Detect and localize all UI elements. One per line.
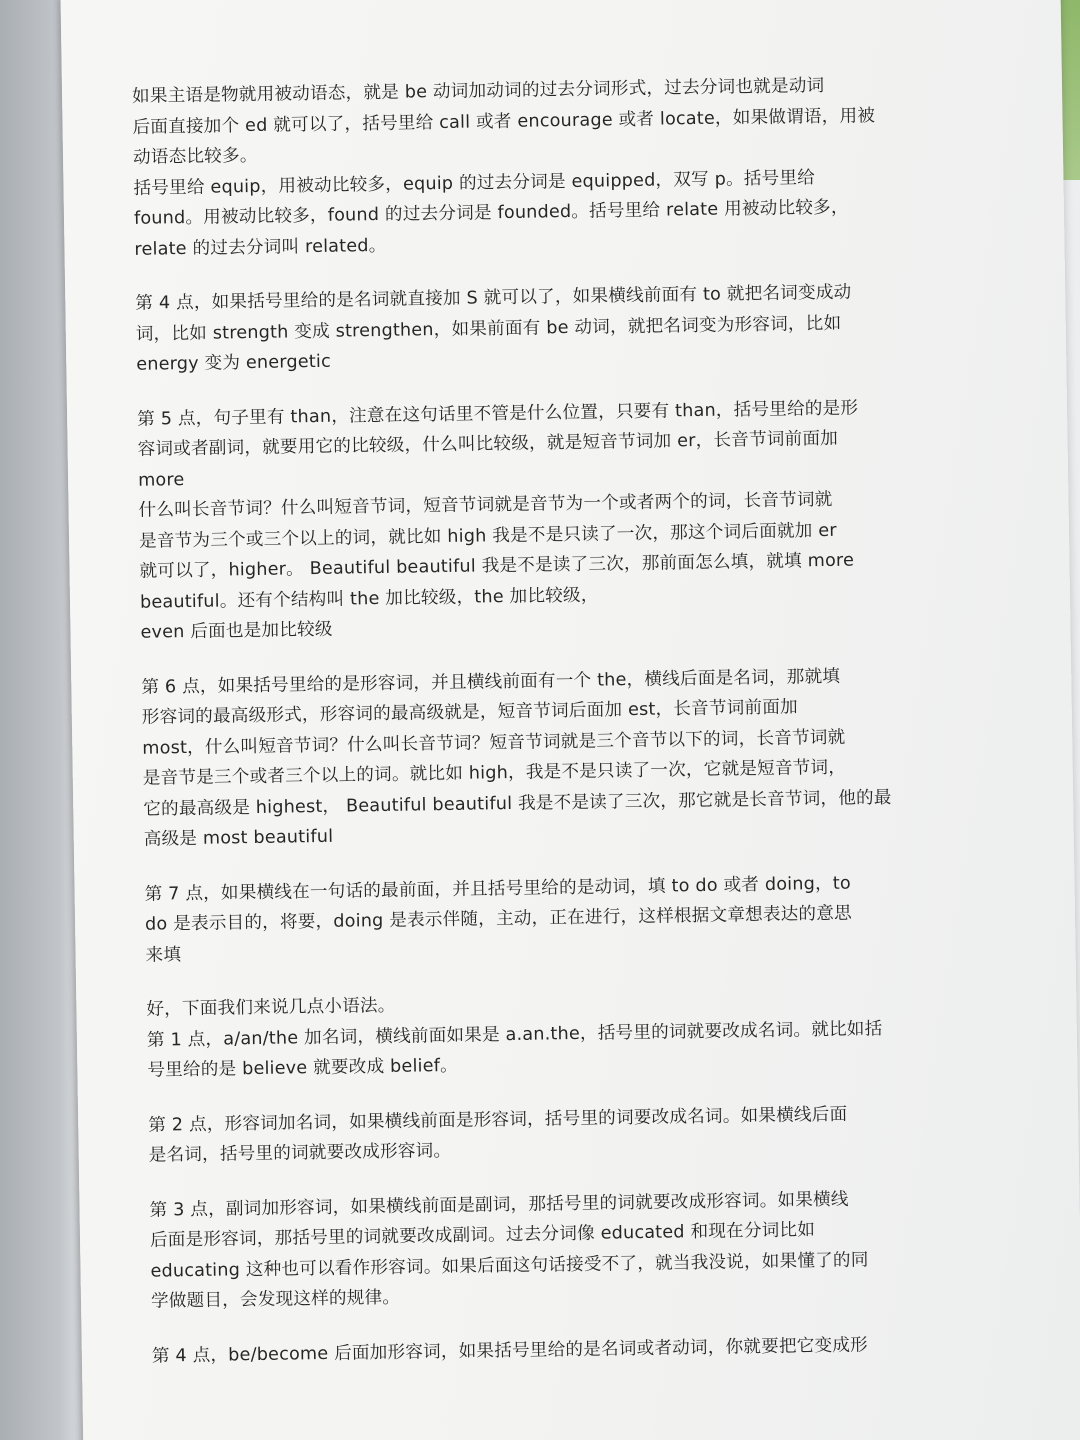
- text-line: relate 的过去分词叫 related。: [134, 235, 387, 260]
- text-line: 学做题目，会发现这样的规律。: [150, 1287, 401, 1312]
- text-line: 第 4 点，如果括号里给的是名词就直接加 S 就可以了，如果横线前面有 to 就把名词变成动: [135, 282, 852, 314]
- text-line: 词，比如 strength 变成 strengthen，如果前面有 be 动词，就把名词变为形容词，比如: [135, 313, 842, 345]
- document-body: [132, 70, 923, 1396]
- text-line: 号里给的是 believe 就要改成 belief。: [147, 1055, 459, 1081]
- paragraph: [132, 70, 903, 174]
- paragraph: [141, 660, 914, 855]
- text-line: 是音节为三个或三个以上的词，就比如 high 我是不是只读了一次，那这个词后面就加 er: [138, 520, 837, 552]
- text-line: found。用被动比较多，found 的过去分词是 founded。括号里给 relate 用被动比较多，: [133, 197, 849, 229]
- text-line: 高级是 most beautiful: [143, 826, 334, 850]
- paragraph: [147, 1013, 918, 1086]
- document-page: [61, 0, 1080, 1440]
- text-line: 括号里给 equip，用被动比较多，equip 的过去分词是 equipped，双写 p。括号里给: [133, 167, 816, 199]
- text-line: 什么叫长音节词？什么叫短音节词，短音节词就是音节为一个或者两个的词，长音节词就: [138, 489, 833, 521]
- text-line: 第 1 点，a/an/the 加名词，横线前面如果是 a.an.the，括号里的词就要改成名词。就比如括: [146, 1018, 883, 1051]
- text-line: 是音节是三个或者三个以上的词。就比如 high，我是不是只读了一次，它就是短音节词，: [142, 757, 847, 789]
- text-line: 第 4 点，be/become 后面加形容词，如果括号里给的是名词或者动词，你就要把它变成形: [151, 1334, 869, 1367]
- text-line: more: [137, 469, 185, 491]
- text-line: beautiful。还有个结构叫 the 加比较级，the 加比较级，: [139, 585, 599, 613]
- text-line: 第 2 点，形容词加名词，如果横线前面是形容词，括号里的词要改成名词。如果横线后面: [148, 1104, 848, 1136]
- text-line: do 是表示目的，将要，doing 是表示伴随，主动，正在进行，这样根据文章想表达的意思: [144, 903, 852, 935]
- paragraph: [138, 484, 910, 649]
- text-line: 第 3 点，副词加形容词，如果横线前面是副词，那括号里的词就要改成形容词。如果横线: [149, 1189, 849, 1221]
- text-line: 就可以了，higher。 Beautiful beautiful 我是不是读了三次，那前面怎么填，就填 more: [139, 550, 855, 582]
- text-line: 它的最高级是 highest， Beautiful beautiful 我是不是读了三次，那它就是长音节词，他的最: [143, 787, 892, 820]
- text-line: most，什么叫短音节词？什么叫长音节词？短音节词就是三个音节以下的词，长音节词就: [142, 727, 846, 759]
- paragraph: [152, 1329, 922, 1372]
- paragraph: [149, 1183, 921, 1317]
- paragraph: [148, 1098, 919, 1171]
- text-line: 第 7 点，如果横线在一句话的最前面，并且括号里给的是动词，填 to do 或者 doing，to: [144, 873, 852, 905]
- text-line: 如果主语是物就用被动语态，就是 be 动词加动词的过去分词形式，过去分词也就是动词: [131, 75, 825, 107]
- text-line: 后面直接加个 ed 就可以了，括号里给 call 或者 encourage 或者 locate，如果做谓语，用被: [132, 105, 876, 138]
- paragraph: [144, 867, 915, 971]
- paragraph: [135, 277, 906, 381]
- text-line: 后面是形容词，那括号里的词就要改成副词。过去分词像 educated 和现在分词比如: [149, 1220, 816, 1251]
- text-line: 动语态比较多。: [132, 145, 258, 168]
- text-line: 来填: [145, 944, 182, 966]
- text-line: 是名词，括号里的词就要改成形容词。: [148, 1140, 452, 1166]
- text-line: 第 5 点，句子里有 than，注意在这句话里不管是什么位置，只要有 than，括号里给的是形: [136, 397, 859, 430]
- paragraph: [133, 161, 904, 265]
- text-line: even 后面也是加比较级: [140, 619, 333, 643]
- text-line: 形容词的最高级形式，形容词的最高级就是，短音节词后面加 est，长音节词前面加: [141, 697, 798, 728]
- text-line: 容词或者副词，就要用它的比较级，什么叫比较级，就是短音节词加 er，长音节词前面加: [137, 428, 839, 460]
- text-line: energy 变为 energetic: [136, 351, 332, 375]
- paragraph: [137, 392, 908, 496]
- text-line: 第 6 点，如果括号里给的是形容词，并且横线前面有一个 the，横线后面是名词，那就填: [141, 666, 841, 698]
- text-line: 好，下面我们来说几点小语法。: [146, 995, 396, 1020]
- text-line: educating 这种也可以看作形容词。如果后面这句话接受不了，就当我没说，如果懂了的同: [150, 1249, 869, 1282]
